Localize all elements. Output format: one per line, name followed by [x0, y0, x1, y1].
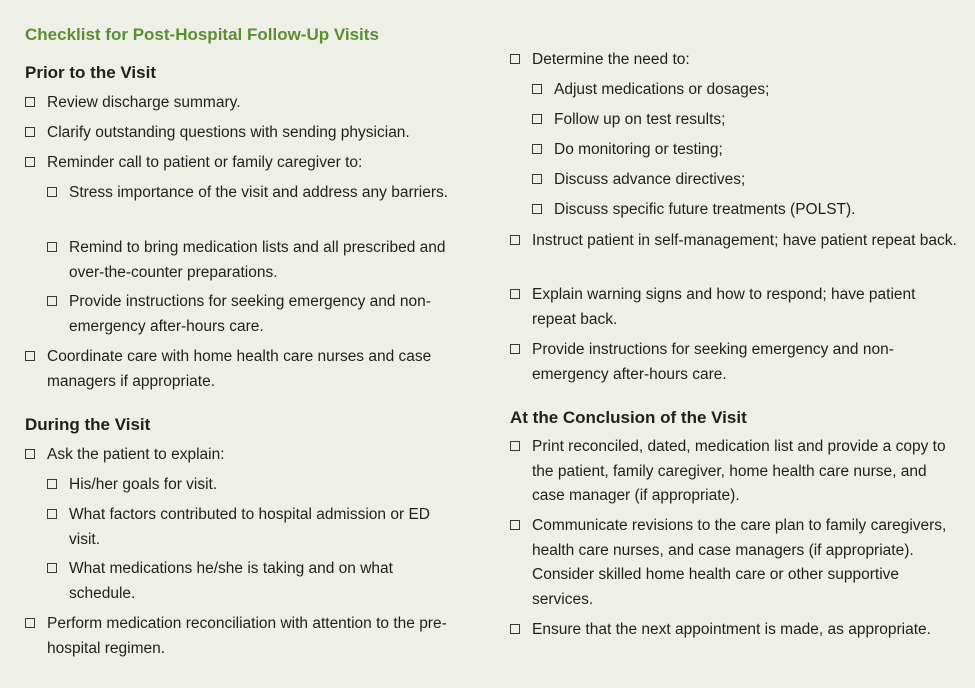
checkbox-icon[interactable]: [25, 449, 35, 459]
checklist-item-text: Review discharge summary.: [47, 94, 241, 111]
checklist-item-text: Provide instructions for seeking emergency and non-emergency after-hours care.: [532, 341, 894, 383]
checkbox-icon[interactable]: [25, 127, 35, 137]
checkbox-icon[interactable]: [510, 520, 520, 530]
checklist-item-text: Perform medication reconciliation with attention to the pre-hospital regimen.: [47, 615, 447, 657]
checklist-item-text: Determine the need to:: [532, 51, 690, 68]
checklist-subitem[interactable]: [47, 290, 452, 339]
checklist-item-text: Communicate revisions to the care plan to family caregivers, health care nurses, and case managers (if appropriate). Consider skilled home health care or other supportive services.: [532, 517, 947, 608]
checklist-item[interactable]: [510, 283, 960, 332]
checkbox-icon[interactable]: [532, 114, 542, 124]
checklist-subitem[interactable]: [532, 168, 952, 193]
checkbox-icon[interactable]: [510, 624, 520, 634]
checklist-item-text: Remind to bring medication lists and all prescribed and over-the-counter preparations.: [69, 239, 446, 281]
checklist-item-text: Print reconciled, dated, medication list and provide a copy to the patient, family caregiver, home health care nurse, and case manager (if appropriate).: [532, 438, 946, 504]
checklist-item-text: Clarify outstanding questions with sending physician.: [47, 124, 410, 141]
checkbox-icon[interactable]: [47, 296, 57, 306]
checklist-item-text: What medications he/she is taking and on what schedule.: [69, 560, 393, 602]
checklist-item-text: Ensure that the next appointment is made, as appropriate.: [532, 621, 931, 638]
checklist-item[interactable]: [25, 345, 470, 394]
checklist-subitem[interactable]: [532, 198, 952, 223]
section-heading-conclusion: At the Conclusion of the Visit: [510, 408, 747, 427]
checkbox-icon[interactable]: [47, 479, 57, 489]
checklist-item[interactable]: [510, 48, 960, 73]
checklist-item-text: Discuss specific future treatments (POLST).: [554, 201, 856, 218]
checkbox-icon[interactable]: [510, 235, 520, 245]
checkbox-icon[interactable]: [510, 441, 520, 451]
checkbox-icon[interactable]: [510, 344, 520, 354]
checklist-subitem[interactable]: [47, 557, 452, 606]
checkbox-icon[interactable]: [47, 563, 57, 573]
checkbox-icon[interactable]: [510, 289, 520, 299]
checklist-item-text: Provide instructions for seeking emergency and non-emergency after-hours care.: [69, 293, 431, 335]
checklist-item[interactable]: [510, 338, 960, 387]
checkbox-icon[interactable]: [25, 97, 35, 107]
checklist-title: Checklist for Post-Hospital Follow-Up Visits: [25, 25, 379, 44]
checklist-item-text: Ask the patient to explain:: [47, 446, 225, 463]
checklist-item-text: Instruct patient in self-management; have patient repeat back.: [532, 232, 957, 249]
checklist-item-text: His/her goals for visit.: [69, 476, 218, 493]
checklist-item[interactable]: [510, 618, 960, 643]
section-heading-during: During the Visit: [25, 415, 151, 434]
checkbox-icon[interactable]: [47, 509, 57, 519]
checkbox-icon[interactable]: [25, 157, 35, 167]
checklist-item[interactable]: [25, 443, 465, 468]
checklist-item-text: Stress importance of the visit and address any barriers.: [69, 184, 449, 201]
checkbox-icon[interactable]: [532, 174, 542, 184]
checklist-item-text: What factors contributed to hospital admission or ED visit.: [69, 506, 430, 548]
checklist-subitem[interactable]: [47, 181, 452, 206]
checklist-item-text: Follow up on test results;: [554, 111, 726, 128]
checkbox-icon[interactable]: [532, 144, 542, 154]
checklist-item[interactable]: [25, 612, 465, 661]
checkbox-icon[interactable]: [532, 204, 542, 214]
checkbox-icon[interactable]: [25, 351, 35, 361]
checklist-item[interactable]: [25, 151, 465, 176]
checkbox-icon[interactable]: [532, 84, 542, 94]
checklist-item[interactable]: [25, 121, 465, 146]
checklist-subitem[interactable]: [532, 138, 952, 163]
checklist-subitem[interactable]: [47, 236, 452, 285]
section-heading-prior: Prior to the Visit: [25, 63, 156, 82]
checkbox-icon[interactable]: [47, 242, 57, 252]
checklist-item[interactable]: [25, 91, 465, 116]
checklist-item[interactable]: [510, 514, 960, 612]
checklist-item-text: Reminder call to patient or family caregiver to:: [47, 154, 363, 171]
checklist-item[interactable]: [510, 229, 960, 254]
checklist-item-text: Discuss advance directives;: [554, 171, 746, 188]
checklist-item-text: Adjust medications or dosages;: [554, 81, 770, 98]
checkbox-icon[interactable]: [47, 187, 57, 197]
checklist-item-text: Do monitoring or testing;: [554, 141, 723, 158]
checkbox-icon[interactable]: [25, 618, 35, 628]
checklist-item-text: Coordinate care with home health care nurses and case managers if appropriate.: [47, 348, 432, 390]
checklist-subitem[interactable]: [532, 78, 952, 103]
checkbox-icon[interactable]: [510, 54, 520, 64]
checklist-subitem[interactable]: [47, 503, 452, 552]
checklist-item[interactable]: [510, 435, 960, 509]
checklist-subitem[interactable]: [47, 473, 452, 498]
checklist-item-text: Explain warning signs and how to respond; have patient repeat back.: [532, 286, 916, 328]
checklist-subitem[interactable]: [532, 108, 952, 133]
